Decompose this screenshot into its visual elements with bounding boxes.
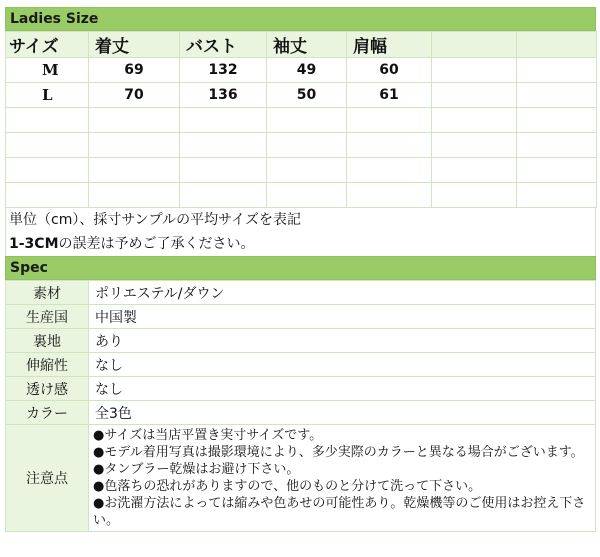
sleeve-value: 49 [267, 58, 347, 83]
spec-value: なし [89, 353, 596, 377]
header-sleeve: 袖丈 [267, 32, 347, 58]
spec-value: 中国製 [89, 305, 596, 329]
spec-key: 生産国 [6, 305, 89, 329]
list-item: ●色落ちの恐れがありますので、他のものと分けて洗って下さい。 [93, 479, 482, 494]
table-row [6, 58, 597, 83]
spec-row-lining [6, 329, 596, 353]
header-length: 着丈 [89, 32, 180, 58]
spec-row-stretch [6, 353, 596, 377]
header-shoulder: 肩幅 [347, 32, 432, 58]
spec-key: 注意点 [6, 425, 89, 532]
list-item: ●タンブラー乾燥はお避け下さい。 [93, 462, 300, 477]
size-table-header-row [6, 32, 597, 58]
error-note-text: の誤差は予めご了承ください。 [58, 236, 255, 252]
error-note [5, 232, 596, 256]
spec-value: なし [89, 377, 596, 401]
empty-cell [517, 58, 597, 83]
length-value: 70 [89, 83, 180, 108]
size-label: M [6, 58, 89, 83]
empty-cell [432, 58, 517, 83]
error-range: 1-3CM [9, 236, 59, 252]
list-item: ●お洗濯方法によっては縮みや色あせの可能性あり。乾燥機等のご使用はお控え下さい。 [93, 496, 586, 528]
bust-value: 132 [180, 58, 267, 83]
spec-title: Spec [5, 256, 596, 280]
list-item: ●サイズは当店平置き実寸サイズです。 [93, 428, 323, 443]
spec-key: 伸縮性 [6, 353, 89, 377]
spec-key: 素材 [6, 281, 89, 305]
empty-row [6, 108, 597, 133]
spec-key: 裏地 [6, 329, 89, 353]
ladies-size-title: Ladies Size [5, 7, 596, 31]
bust-value: 136 [180, 83, 267, 108]
spec-row-notes [6, 425, 596, 532]
spec-row-color [6, 401, 596, 425]
length-value: 69 [89, 58, 180, 83]
notes-list [89, 425, 596, 532]
header-bust: バスト [180, 32, 267, 58]
spec-value: あり [89, 329, 596, 353]
list-item: ●モデル着用写真は撮影環境により、多少実際のカラーと異なる場合がございます。 [93, 445, 584, 460]
spec-key: 透け感 [6, 377, 89, 401]
table-row [6, 83, 597, 108]
size-spec-document [5, 7, 596, 532]
empty-cell [432, 83, 517, 108]
shoulder-value: 61 [347, 83, 432, 108]
empty-cell [517, 83, 597, 108]
spec-row-material [6, 281, 596, 305]
shoulder-value: 60 [347, 58, 432, 83]
spec-key: カラー [6, 401, 89, 425]
spec-value: ポリエステル/ダウン [89, 281, 596, 305]
empty-row [6, 158, 597, 183]
header-empty [517, 32, 597, 58]
spec-table [5, 280, 596, 532]
empty-row [6, 183, 597, 208]
size-table [5, 31, 597, 208]
spec-row-origin [6, 305, 596, 329]
unit-note: 単位（cm）、採寸サンプルの平均サイズを表記 [5, 208, 596, 232]
sleeve-value: 50 [267, 83, 347, 108]
spec-row-sheer [6, 377, 596, 401]
empty-row [6, 133, 597, 158]
header-empty [432, 32, 517, 58]
spec-value: 全3色 [89, 401, 596, 425]
header-size: サイズ [6, 32, 89, 58]
size-label: L [6, 83, 89, 108]
